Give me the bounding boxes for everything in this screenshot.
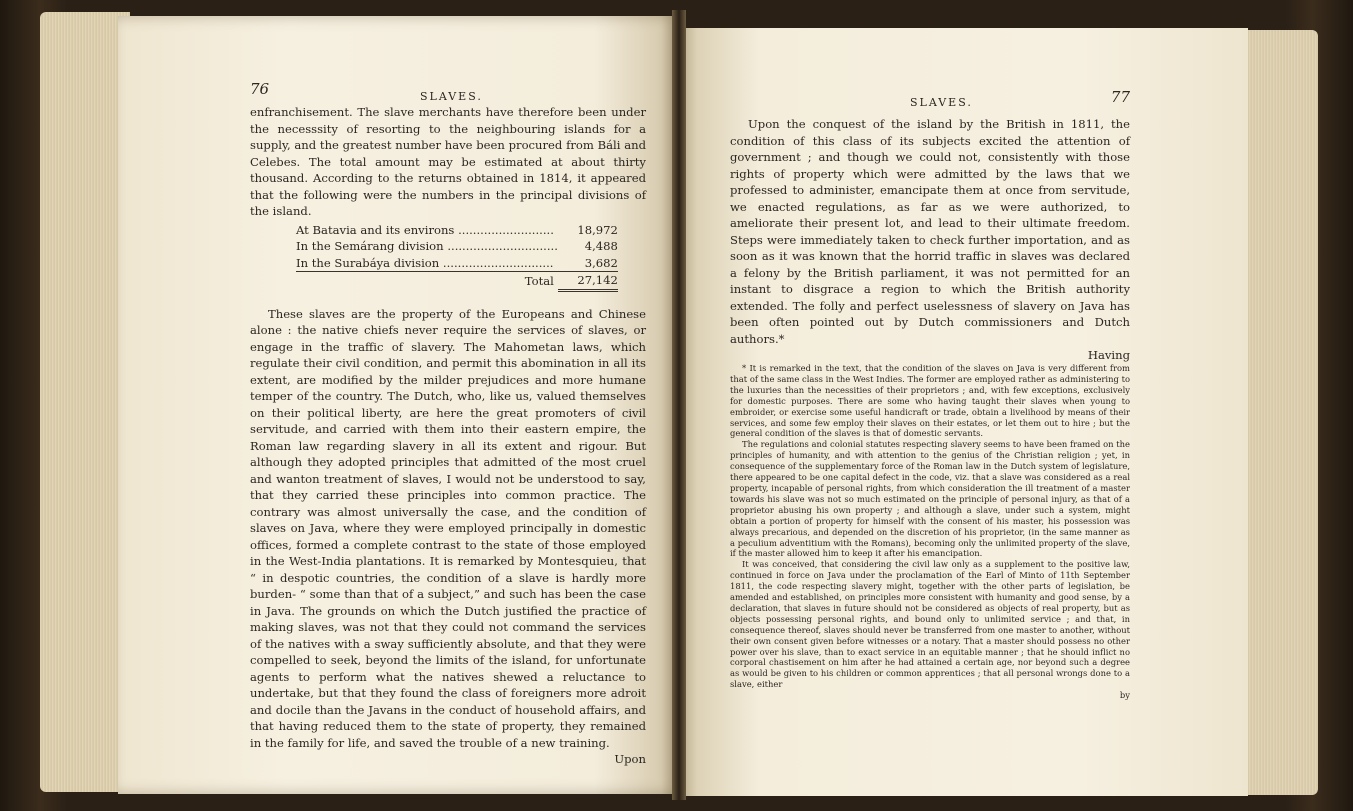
footnote	[730, 363, 1130, 701]
footnote-paragraph: It was conceived, that considering the civil law only as a supplement to the positive law, continued in force on Java under the proclamation of the Earl of Minto of 11th September 1811, the code respecting slavery might, together with the other parts of legislation, be amended and established, on principles more consistent with humanity and good sense, by a declaration, that slaves in future should not be considered as objects of real property, but as objects possessing personal rights, and bound only to unlimited service ; and that, in consequence thereof, slaves should never be transferred from one master to another, without their own consent given before witnesses or a notary. That a master should possess no other power over his slave, than to exact service in an equitable manner ; that he should inflict no corporal chastisement on him after he had attained a certain age, nor beyond such a degree as would be given to his children or common apprentices ; that all personal wrongs done to a slave, either	[730, 559, 1130, 690]
table-cell-place: In the Surabáya division ..............................	[296, 255, 554, 270]
book-gutter	[672, 10, 686, 800]
paragraph-enfranchisement: enfranchisement. The slave merchants have therefore been under the necesssity of resorting to the neighbouring islands for a supply, and the greatest number have been procured from Báli and Celebes. The total amount may be estimated at about thirty thousand. According to the returns obtained in 1814, it appeared that the following were the numbers in the principal divisions of the island.	[250, 105, 646, 218]
page-number-left: 76	[250, 80, 270, 98]
table-cell-count: 3,682	[584, 255, 618, 270]
total-label: Total	[296, 272, 558, 291]
total-value: 27,142	[558, 272, 618, 291]
table-row	[296, 255, 618, 272]
table-cell-place: In the Semárang division ..............................	[296, 239, 558, 253]
catchword-right: Having	[1087, 348, 1130, 362]
running-title-right: SLAVES.	[910, 96, 973, 109]
table-cell-count: 18,972	[577, 222, 618, 237]
page-number-right: 77	[1110, 88, 1130, 106]
footnote-paragraph: The regulations and colonial statutes respecting slavery seems to have been framed on the principles of humanity, and with attention to the genius of the Christian religion ; yet, in consequence of the supplementary force of the Roman law in the Dutch system of legislature, there appeared to be one capital defect in the code, viz. that a slave was considered as a real property, incapable of personal rights, from which consideration the ill treatment of a master towards his slave was not so much estimated on the principle of personal injury, as that of a proprietor abusing his own property ; and although a slave, under such a system, might obtain a portion of property for himself with the consent of his master, his possession was always precarious, and depended on the discretion of his proprietor, (in the same manner as a peculium adventitium with the Romans), becoming only the unlimited property of the slave, if the master allowed him to keep it after his emancipation.	[730, 439, 1130, 559]
table-total-row	[296, 272, 618, 291]
right-page-text	[730, 88, 1130, 701]
table-row	[296, 222, 618, 239]
table-cell-count: 4,488	[584, 239, 618, 253]
footnote-paragraph: * It is remarked in the text, that the condition of the slaves on Java is very different from that of the same class in the West Indies. The former are employed rather as administering to the luxuries than the necessities of their proprietors ; and, with few exceptions, exclusively for domestic purposes. There are some who having taught their slaves when young to embroider, or exercise some useful handicraft or trade, obtain a livelihood by means of their services, and some few employ their slaves on their estates, or let them out to hire ; but the general condition of the slaves is that of domestic servants.	[730, 363, 1130, 439]
table-cell-place: At Batavia and its environs ..........................	[296, 222, 554, 237]
left-page-edges	[40, 12, 130, 792]
running-title-left: SLAVES.	[420, 90, 483, 103]
paragraph-british-conquest: Upon the conquest of the island by the British in 1811, the condition of this class of its subjects excited the attention of government ; and though we could not, consistently with those rights of property which were admitted by the laws that we professed to administer, emancipate them at once from servitude, we enacted regulations, as far as we were authorized, to ameliorate their present lot, and lead to their ultimate freedom. Steps were immediately taken to check further importation, and as soon as it was known that the horrid traffic in slaves was declared a felony by the British parliament, it was not permitted for an instant to disgrace a region to which the British authority extended. The folly and perfect uselessness of slavery on Java has been often pointed out by Dutch commissioners and Dutch authors.*	[730, 117, 1130, 346]
footnote-catchword: by	[1119, 690, 1130, 701]
left-page-text	[250, 80, 646, 767]
catchword-left: Upon	[614, 752, 646, 766]
paragraph-property-of-europeans: These slaves are the property of the Europeans and Chinese alone : the native chiefs never require the services of slaves, or engage in the traffic of slavery. The Mahometan laws, which regulate their civil condition, and permit this abomination in all its extent, are modified by the milder prejudices and more humane temper of the country. The Dutch, who, like us, valued themselves on their political liberty, are here the great promoters of civil servitude, and carried with them into their eastern empire, the Roman law regarding slavery in all its extent and rigour. But although they adopted principles that admitted of the most cruel and wanton treatment of slaves, I would not be understood to say, that they carried these principles into common practice. The contrary was almost universally the case, and the condition of slaves on Java, where they were employed principally in domestic offices, formed a complete contrast to the state of those employed in the West-India plantations. It is remarked by Montesquieu, that “ in despotic countries, the condition of a slave is hardly more burden- “ some than that of a subject,” and such has been the case in Java. The grounds on which the Dutch justified the practice of making slaves, was not that they could not command the services of the natives with a sway sufficiently absolute, and that they were compelled to seek, beyond the limits of the island, for unfortunate agents to perform what the natives shewed a reluctance to undertake, but that they found the class of foreigners more adroit and docile than the Javans in the conduct of household affairs, and that having reduced them to the state of property, they remained in the family for life, and saved the trouble of a new training.	[250, 306, 646, 750]
table-row	[296, 238, 618, 255]
slave-numbers-table	[296, 222, 618, 292]
right-page-edges	[1240, 30, 1318, 795]
right-running-head	[730, 88, 1130, 116]
left-running-head	[250, 80, 646, 104]
